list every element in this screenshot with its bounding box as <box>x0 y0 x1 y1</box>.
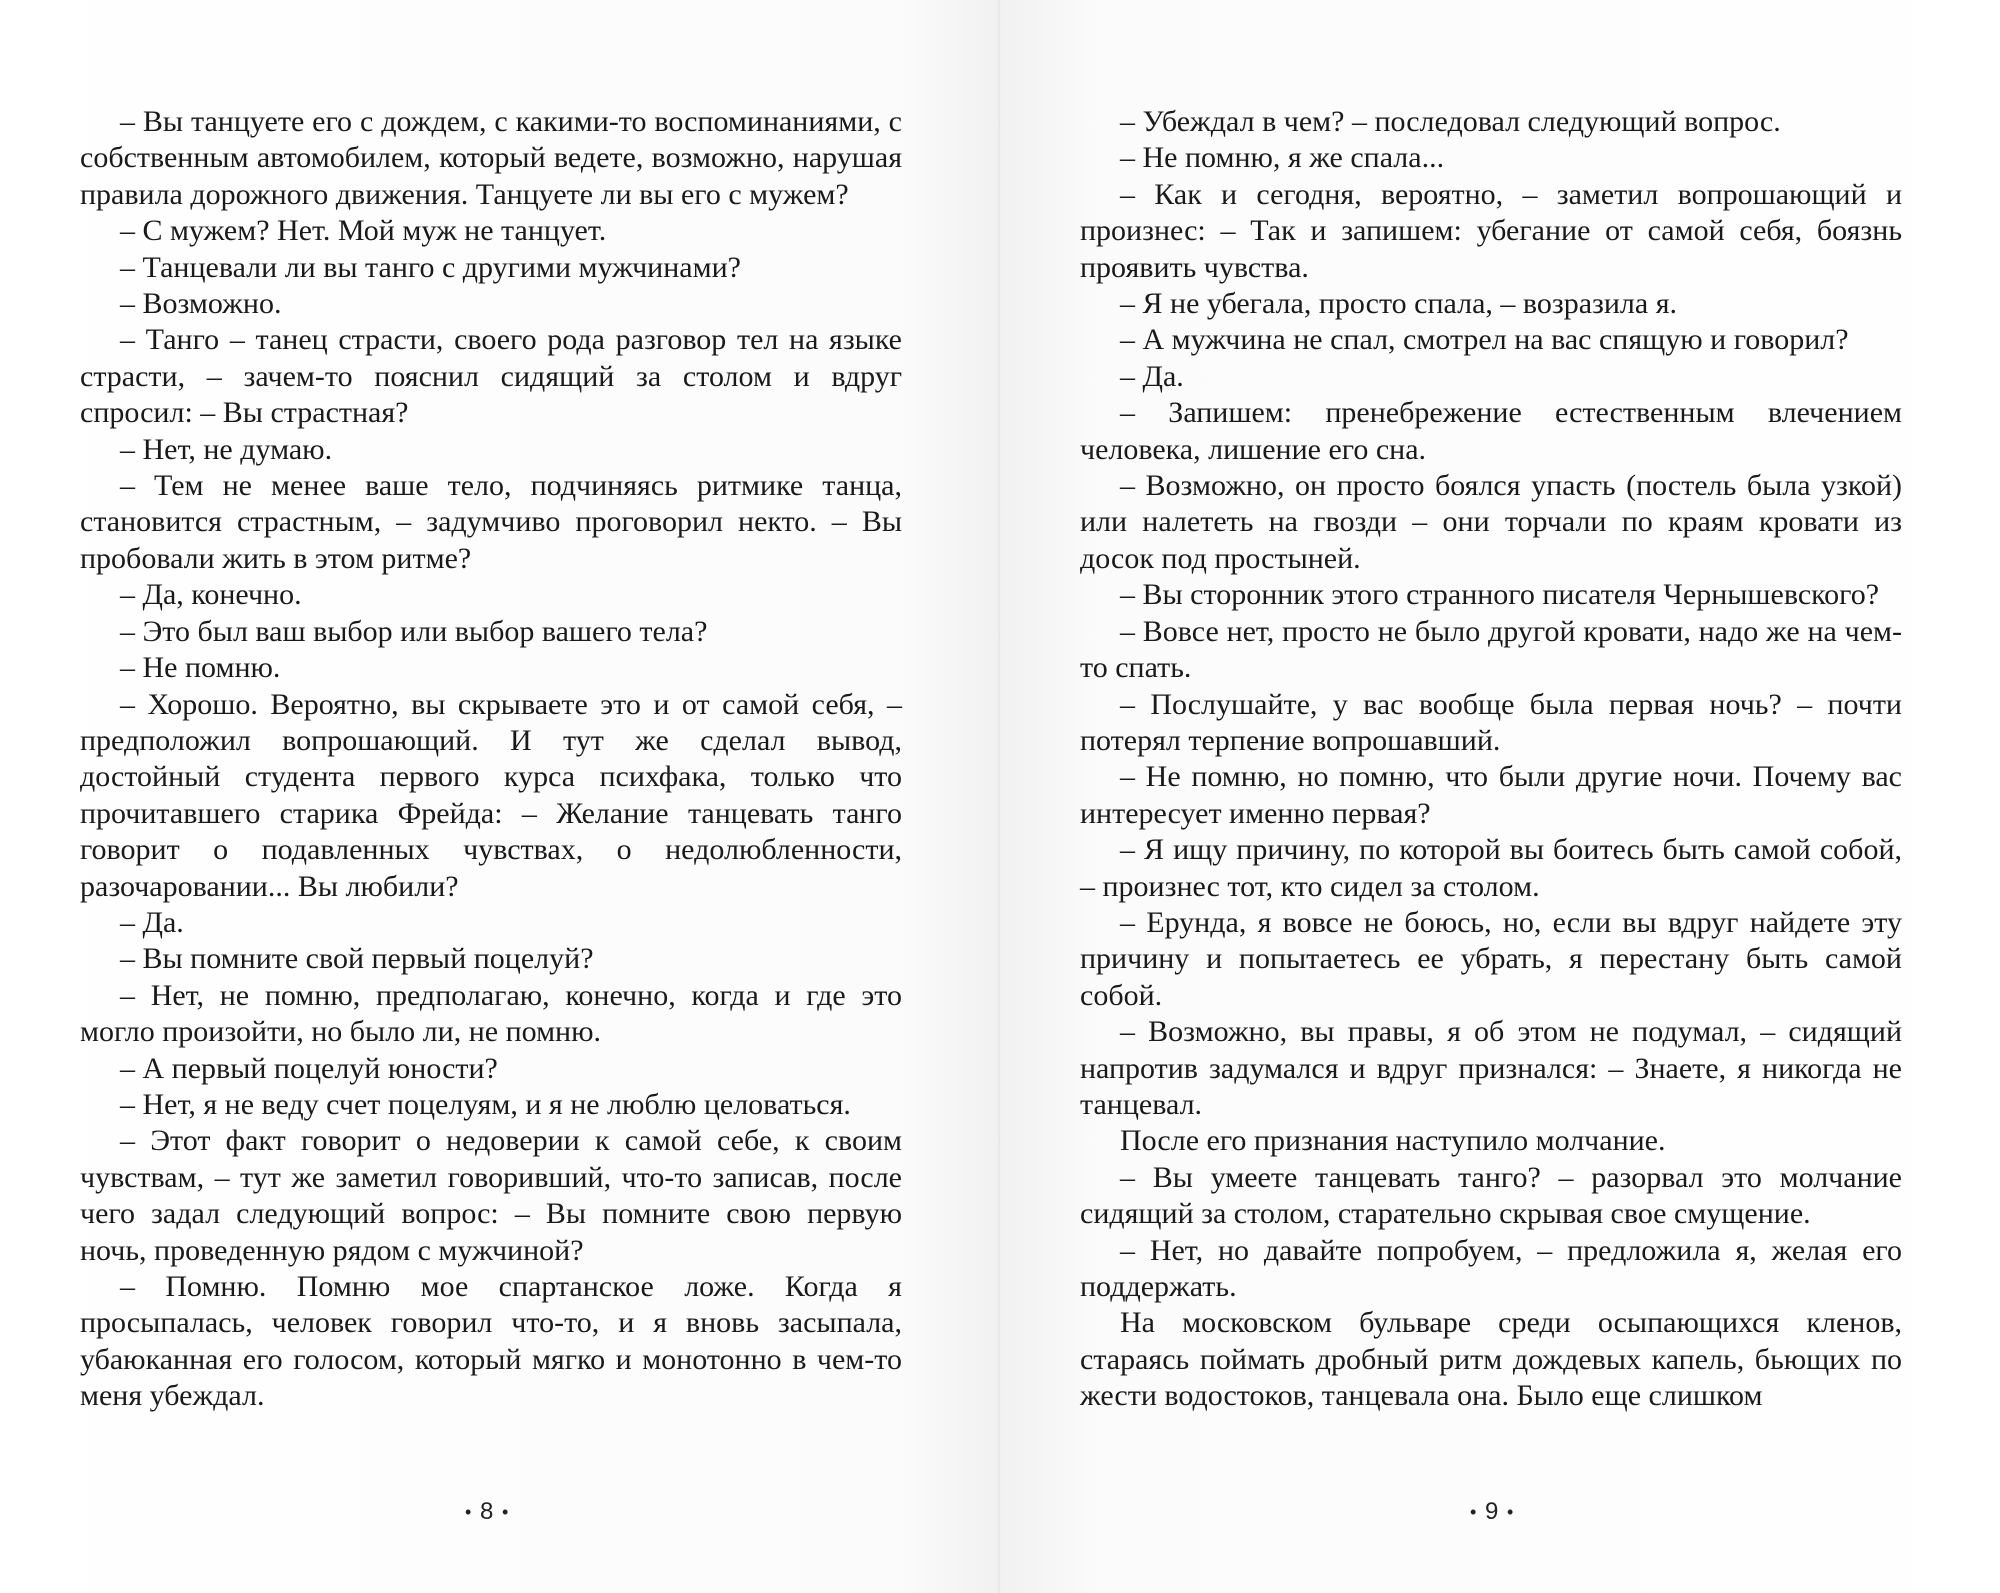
page-number-value: 8 <box>479 1498 495 1525</box>
paragraph: – Вы умеете танцевать танго? – разорвал это молчание сидящий за столом, старательно скрывая свое смущение. <box>1080 1160 1902 1231</box>
paragraph: – Возможно. <box>120 287 282 321</box>
paragraph: – С мужем? Нет. Мой муж не танцует. <box>120 214 607 248</box>
paragraph: На московском бульваре среди осыпающихся кленов, стараясь поймать дробный ритм дождевых капель, бьющих по жести водостоков, танцевала она. Было еще слишком <box>1080 1306 1902 1413</box>
paragraph: – Ерунда, я вовсе не боюсь, но, если вы вдруг найдете эту причину и попытаетесь ее убрать, я перестану быть самой собой. <box>1080 905 1902 1012</box>
paragraph: – Вы сторонник этого странного писателя Чернышевского? <box>1120 578 1880 612</box>
paragraph: – Нет, не думаю. <box>120 432 333 466</box>
paragraph: – Этот факт говорит о недоверии к самой себе, к своим чувствам, – тут же заметил говоривший, что-то записав, после чего задал следующий вопрос: – Вы помните свою первую ночь, проведенную рядом с мужчиной? <box>80 1124 902 1267</box>
paragraph: – Нет, но давайте попробуем, – предложила я, желая его поддержать. <box>1080 1233 1902 1303</box>
paragraph: – Вы танцуете его с дождем, с какими-то воспоминаниями, с собственным автомобилем, который ведете, возможно, нарушая правила дорожного движения. Танцуете ли вы его с мужем? <box>80 105 902 211</box>
right-page-text <box>1080 104 1902 1415</box>
paragraph: – Да. <box>1120 359 1184 393</box>
paragraph: – Танго – танец страсти, своего рода разговор тел на языке страсти, – зачем-то пояснил сидящий за столом и вдруг спросил: – Вы страстная? <box>80 323 902 430</box>
paragraph: – Нет, не помню, предполагаю, конечно, когда и где это могло произойти, но было ли, не помню. <box>80 978 902 1049</box>
bullet-icon: • <box>1507 1502 1515 1523</box>
paragraph: – Вы помните свой первый поцелуй? <box>120 942 594 976</box>
paragraph: – Это был ваш выбор или выбор вашего тела? <box>120 614 708 648</box>
paragraph: – Помню. Помню мое спартанское ложе. Когда я просыпалась, человек говорил что-то, и я вновь засыпала, убаюканная его голосом, который мягко и монотонно в чем-то меня убеждал. <box>80 1270 902 1413</box>
paragraph: – А первый поцелуй юности? <box>120 1051 498 1085</box>
paragraph: – Убеждал в чем? – последовал следующий вопрос. <box>1120 105 1781 138</box>
bullet-icon: • <box>502 1502 510 1523</box>
right-page <box>1000 0 2000 1593</box>
paragraph: – Я ищу причину, по которой вы боитесь быть самой собой, – произнес тот, кто сидел за столом. <box>1080 833 1902 903</box>
page-number-left <box>465 1498 509 1526</box>
page-number-right <box>1470 1498 1514 1526</box>
paragraph: – Тем не менее ваше тело, подчиняясь ритмике танца, становится страстным, – задумчиво проговорил некто. – Вы пробовали жить в этом ритме? <box>80 469 902 575</box>
paragraph: После его признания наступило молчание. <box>1120 1124 1666 1158</box>
paragraph: – Танцевали ли вы танго с другими мужчинами? <box>120 250 741 284</box>
paragraph: – Вовсе нет, просто не было другой кровати, надо же на чем-то спать. <box>1080 614 1902 685</box>
paragraph: – Да, конечно. <box>120 578 302 612</box>
paragraph: – Возможно, он просто боялся упасть (постель была узкой) или налететь на гвозди – они торчали по краям кровати из досок под простыней. <box>1080 469 1902 575</box>
paragraph: – Не помню. <box>120 651 281 685</box>
paragraph: – Запишем: пренебрежение естественным влечением человека, лишение его сна. <box>1080 396 1902 466</box>
paragraph: – Послушайте, у вас вообще была первая ночь? – почти потерял терпение вопрошавший. <box>1080 687 1902 757</box>
bullet-icon: • <box>1470 1502 1478 1523</box>
paragraph: – Возможно, вы правы, я об этом не подумал, – сидящий напротив задумался и вдруг признался: – Знаете, я никогда не танцевал. <box>1080 1015 1902 1121</box>
paragraph: – Не помню, но помню, что были другие ночи. Почему вас интересует именно первая? <box>1080 760 1902 830</box>
bullet-icon: • <box>465 1502 473 1523</box>
paragraph: – Как и сегодня, вероятно, – заметил вопрошающий и произнес: – Так и запишем: убегание от самой себя, боязнь проявить чувства. <box>1080 177 1902 284</box>
paragraph: – Я не убегала, просто спала, – возразила я. <box>1120 287 1678 321</box>
paragraph: – А мужчина не спал, смотрел на вас спящую и говорил? <box>1120 323 1849 357</box>
paragraph: – Не помню, я же спала... <box>1120 141 1445 175</box>
left-page-text <box>80 104 902 1415</box>
paragraph: – Хорошо. Вероятно, вы скрываете это и от самой себя, – предположил вопрошающий. И тут же сделал вывод, достойный студента первого курса психфака, только что прочитавшего старика Фрейда: – Желание танцевать танго говорит о подавленных чувствах, о недолюбленности, разочаровании... Вы любили? <box>80 687 902 903</box>
paragraph: – Нет, я не веду счет поцелуям, и я не люблю целоваться. <box>120 1087 851 1121</box>
paragraph: – Да. <box>120 905 184 939</box>
page-number-value: 9 <box>1484 1498 1500 1525</box>
